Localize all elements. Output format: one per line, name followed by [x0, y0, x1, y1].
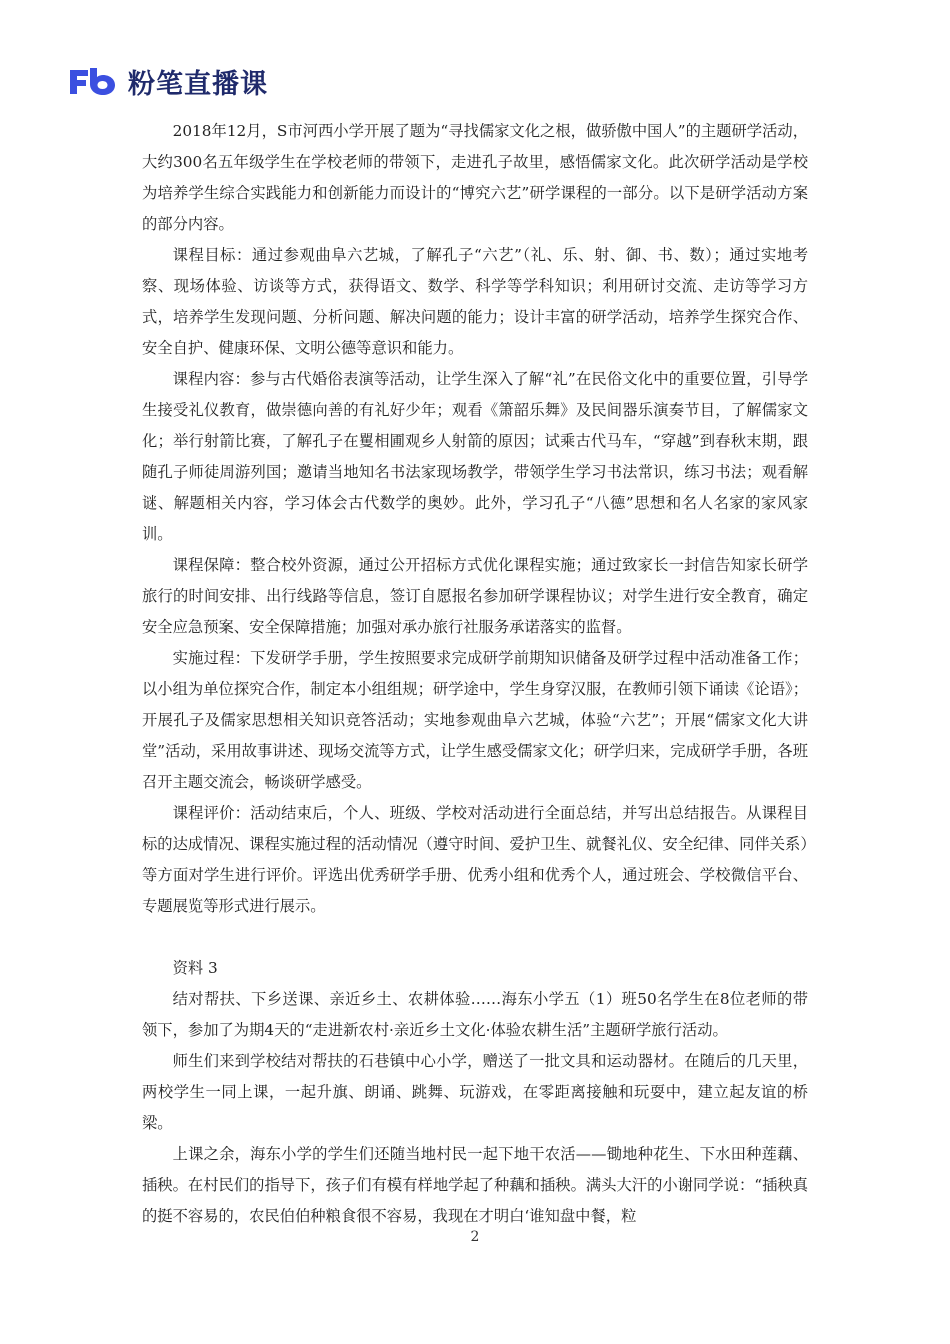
paragraph-course-content: 课程内容：参与古代婚俗表演等活动，让学生深入了解“礼”在民俗文化中的重要位置，引导学生接受礼仪教育，做崇德向善的有礼好少年；观看《箫韶乐舞》及民间器乐演奏节目，了解儒家文化；举行射箭比赛，了解孔子在矍相圃观乡人射箭的原因；试乘古代马车，“穿越”到春秋末期，跟随孔子师徒周游列国；邀请当地知名书法家现场教学，带领学生学习书法常识，练习书法；观看解谜、解题相关内容，学习体会古代数学的奥妙。此外，学习孔子“八德”思想和名人名家的家风家训。: [142, 370, 808, 543]
paragraph-course-goals: 课程目标：通过参观曲阜六艺城，了解孔子“六艺”（礼、乐、射、御、书、数）；通过实地考察、现场体验、访谈等方式，获得语文、数学、科学等学科知识；利用研讨交流、走访等学习方式，培养学生发现问题、分析问题、解决问题的能力；设计丰富的研学活动，培养学生探究合作、安全自护、健康环保、文明公德等意识和能力。: [142, 246, 808, 357]
paragraph-course-support: 课程保障：整合校外资源，通过公开招标方式优化课程实施；通过致家长一封信告知家长研学旅行的时间安排、出行线路等信息，签订自愿报名参加研学课程协议；对学生进行安全教育，确定安全应急预案、安全保障措施；加强对承办旅行社服务承诺落实的监督。: [142, 556, 808, 636]
header: [68, 62, 268, 101]
paragraph: 结对帮扶、下乡送课、亲近乡土、农耕体验……海东小学五（1）班50名学生在8位老师的带领下，参加了为期4天的“走进新农村·亲近乡土文化·体验农耕生活”主题研学旅行活动。: [142, 990, 808, 1039]
section-label: 资料 3: [172, 959, 218, 977]
paragraph: 2018年12月，S市河西小学开展了题为“寻找儒家文化之根，做骄傲中国人”的主题研学活动，大约300名五年级学生在学校老师的带领下，走进孔子故里，感悟儒家文化。此次研学活动是学校为培养学生综合实践能力和创新能力而设计的“博究六艺”研学课程的一部分。以下是研学活动方案的部分内容。: [142, 122, 808, 233]
fb-logo-icon: [68, 67, 118, 97]
paragraph: 师生们来到学校结对帮扶的石巷镇中心小学，赠送了一批文具和运动器材。在随后的几天里，两校学生一同上课，一起升旗、朗诵、跳舞、玩游戏，在零距离接触和玩耍中，建立起友谊的桥梁。: [142, 1052, 808, 1132]
document-body: [142, 116, 808, 1232]
spacer: [142, 922, 808, 953]
page-number: 2: [470, 1229, 480, 1245]
paragraph-evaluation: 课程评价：活动结束后，个人、班级、学校对活动进行全面总结，并写出总结报告。从课程目标的达成情况、课程实施过程的活动情况（遵守时间、爱护卫生、就餐礼仪、安全纪律、同伴关系）等方面对学生进行评价。评选出优秀研学手册、优秀小组和优秀个人，通过班会、学校微信平台、专题展览等形式进行展示。: [142, 804, 808, 915]
brand-name: 粉笔直播课: [128, 69, 268, 100]
paragraph: 上课之余，海东小学的学生们还随当地村民一起下地干农活——锄地种花生、下水田种莲藕、插秧。在村民们的指导下，孩子们有模有样地学起了种藕和插秧。满头大汗的小谢同学说：“插秧真的挺不容易的，农民伯伯种粮食很不容易，我现在才明白‘谁知盘中餐，粒: [142, 1145, 808, 1225]
paragraph-implementation: 实施过程：下发研学手册，学生按照要求完成研学前期知识储备及研学过程中活动准备工作；以小组为单位探究合作，制定本小组组规；研学途中，学生身穿汉服，在教师引领下诵读《论语》；开展孔子及儒家思想相关知识竞答活动；实地参观曲阜六艺城，体验“六艺”；开展“儒家文化大讲堂”活动，采用故事讲述、现场交流等方式，让学生感受儒家文化；研学归来，完成研学手册，各班召开主题交流会，畅谈研学感受。: [142, 649, 808, 791]
